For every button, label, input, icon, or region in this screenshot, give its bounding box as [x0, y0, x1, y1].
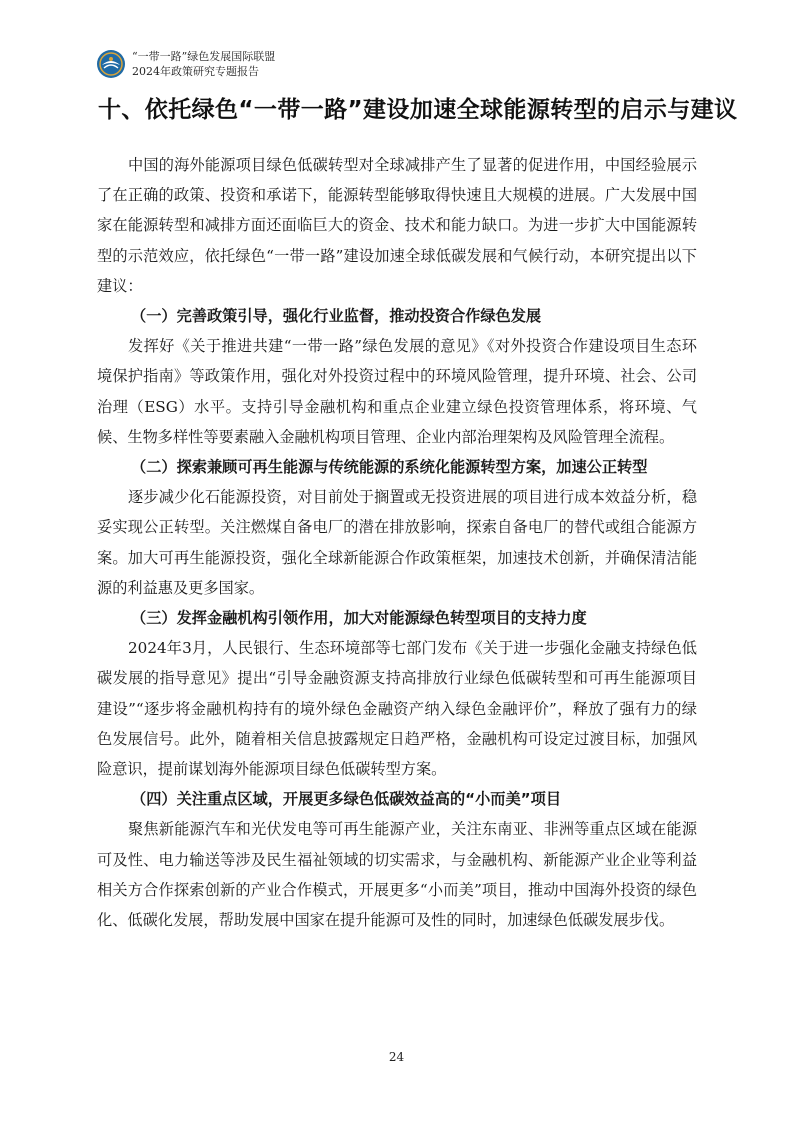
- subheading-2: （二）探索兼顾可再生能源与传统能源的系统化能源转型方案，加速公正转型: [131, 458, 648, 477]
- subheading-3: （三）发挥金融机构引领作用，加大对能源绿色转型项目的支持力度: [131, 609, 587, 628]
- page-header: [96, 46, 275, 82]
- subheading-4: （四）关注重点区域，开展更多绿色低碳效益高的“小而美”项目: [131, 790, 562, 809]
- page-number: 24: [388, 1050, 405, 1064]
- alliance-logo-icon: [96, 49, 126, 79]
- paragraph-2: 逐步减少化石能源投资，对目前处于搁置或无投资进展的项目进行成本效益分析，稳妥实现公正转型。关注燃煤自备电厂的潜在排放影响，探索自备电厂的替代或组合能源方案。加大可再生能源投资，强化全球新能源合作政策框架，加速技术创新，并确保清洁能源的利益惠及更多国家。: [97, 488, 697, 597]
- paragraph-4: 聚焦新能源汽车和光伏发电等可再生能源产业，关注东南亚、非洲等重点区域在能源可及性、电力输送等涉及民生福祉领域的切实需求，与金融机构、新能源产业企业等利益相关方合作探索创新的产业合作模式，开展更多“小而美”项目，推动中国海外投资的绿色化、低碳化发展，帮助发展中国家在提升能源可及性的同时，加速绿色低碳发展步伐。: [97, 820, 697, 930]
- paragraph-3: 2024年3月，人民银行、生态环境部等七部门发布《关于进一步强化金融支持绿色低碳发展的指导意见》提出“引导金融资源支持高排放行业绿色低碳转型和可再生能源项目建设”“逐步将金融机构持有的境外绿色金融资产纳入绿色金融评价”，释放了强有力的绿色发展信号。此外，随着相关信息披露规定日趋严格，金融机构可设定过渡目标，加强风险意识，提前谋划海外能源项目绿色低碳转型方案。: [97, 639, 697, 779]
- header-text: [132, 49, 275, 79]
- paragraph-1: 发挥好《关于推进共建“一带一路”绿色发展的意见》《对外投资合作建设项目生态环境保护指南》等政策作用，强化对外投资过程中的环境风险管理，提升环境、社会、公司治理（ESG）水平。支持引导金融机构和重点企业建立绿色投资管理体系，将环境、气候、生物多样性等要素融入金融机构项目管理、企业内部治理架构及风险管理全流程。: [97, 337, 697, 446]
- document-body: [97, 150, 697, 935]
- header-line-2: 2024年政策研究专题报告: [132, 65, 259, 78]
- header-line-1: “一带一路”绿色发展国际联盟: [132, 50, 276, 63]
- section-title: 十、依托绿色“一带一路”建设加速全球能源转型的启示与建议: [98, 97, 738, 123]
- subheading-1: （一）完善政策引导，强化行业监督，推动投资合作绿色发展: [131, 307, 542, 326]
- intro-paragraph: 中国的海外能源项目绿色低碳转型对全球减排产生了显著的促进作用，中国经验展示了在正确的政策、投资和承诺下，能源转型能够取得快速且大规模的进展。广大发展中国家在能源转型和减排方面还面临巨大的资金、技术和能力缺口。为进一步扩大中国能源转型的示范效应，依托绿色“一带一路”建设加速全球低碳发展和气候行动，本研究提出以下建议：: [97, 156, 697, 295]
